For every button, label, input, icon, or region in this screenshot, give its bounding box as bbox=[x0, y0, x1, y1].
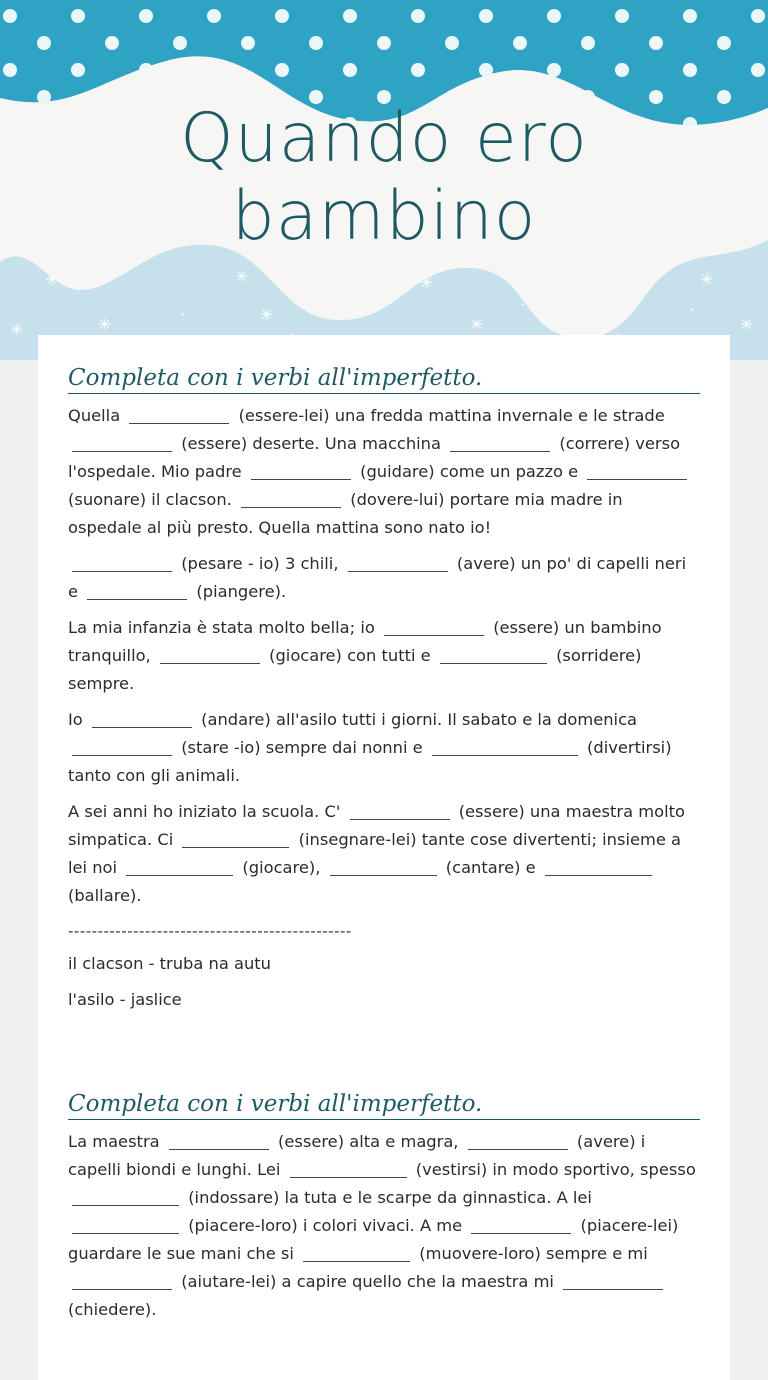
text: (avere) i capelli biondi e lunghi. Lei bbox=[68, 1132, 646, 1179]
text: (aiutare-lei) a capire quello che la maestra mi bbox=[181, 1272, 554, 1291]
svg-text:✳: ✳ bbox=[470, 315, 484, 334]
answer-blank[interactable] bbox=[129, 406, 229, 424]
svg-text:✳: ✳ bbox=[420, 273, 434, 292]
glossary-item-asilo: l'asilo - jaslice bbox=[68, 990, 182, 1009]
svg-text:✳: ✳ bbox=[700, 270, 714, 289]
text: (essere) una maestra molto simpatica. Ci bbox=[68, 802, 685, 849]
exercise-section-2 bbox=[68, 1088, 700, 1324]
answer-blank[interactable] bbox=[241, 490, 341, 508]
title-line-1: Quando ero bbox=[180, 99, 588, 178]
answer-blank[interactable] bbox=[432, 738, 578, 756]
text: (cantare) e bbox=[445, 858, 536, 877]
answer-blank[interactable] bbox=[563, 1272, 663, 1290]
text: Io bbox=[68, 710, 83, 729]
answer-blank[interactable] bbox=[87, 582, 187, 600]
text: (giocare), bbox=[242, 858, 321, 877]
text: (correre) verso bbox=[559, 434, 681, 453]
answer-blank[interactable] bbox=[182, 830, 289, 848]
answer-blank[interactable] bbox=[92, 710, 192, 728]
answer-blank[interactable] bbox=[450, 434, 550, 452]
text: (piacere-lei) guardare le sue mani che si bbox=[68, 1216, 679, 1263]
svg-text:·: · bbox=[690, 300, 696, 319]
answer-blank[interactable] bbox=[545, 858, 652, 876]
text: A sei anni ho iniziato la scuola. C' bbox=[68, 802, 341, 821]
text: (essere) un bambino tranquillo, bbox=[68, 618, 662, 665]
answer-blank[interactable] bbox=[350, 802, 450, 820]
text: (piangere). bbox=[196, 582, 287, 601]
svg-text:·: · bbox=[180, 305, 186, 324]
answer-blank[interactable] bbox=[468, 1132, 568, 1150]
text: La maestra bbox=[68, 1132, 160, 1151]
glossary-item-clacson: il clacson - truba na autu bbox=[68, 954, 271, 973]
svg-text:✳: ✳ bbox=[45, 270, 59, 289]
answer-blank[interactable] bbox=[169, 1132, 269, 1150]
paragraph-5 bbox=[68, 798, 700, 910]
text: (essere-lei) una fredda mattina invernale e le strade bbox=[238, 406, 665, 425]
text: (dovere-lui) portare mia madre in ospedale al più presto. Quella mattina sono nato io! bbox=[68, 490, 623, 537]
answer-blank[interactable] bbox=[303, 1244, 410, 1262]
answer-blank[interactable] bbox=[72, 554, 172, 572]
svg-text:✳: ✳ bbox=[740, 315, 754, 334]
svg-text:✳: ✳ bbox=[10, 320, 24, 339]
paragraph-2 bbox=[68, 550, 700, 606]
text: (avere) un po' di capelli neri e bbox=[68, 554, 687, 601]
answer-blank[interactable] bbox=[126, 858, 233, 876]
answer-blank[interactable] bbox=[471, 1216, 571, 1234]
text: (giocare) con tutti e bbox=[269, 646, 431, 665]
text: (suonare) il clacson. bbox=[68, 490, 232, 509]
text: (pesare - io) 3 chili, bbox=[181, 554, 339, 573]
section-title: Completa con i verbi all'imperfetto. bbox=[68, 362, 700, 394]
text: (essere) deserte. Una macchina bbox=[181, 434, 441, 453]
text: (indossare) la tuta e le scarpe da ginnastica. A lei bbox=[188, 1188, 592, 1207]
text: (andare) all'asilo tutti i giorni. Il sabato e la domenica bbox=[201, 710, 638, 729]
answer-blank[interactable] bbox=[348, 554, 448, 572]
text: (chiedere). bbox=[68, 1300, 157, 1319]
answer-blank[interactable] bbox=[72, 1188, 179, 1206]
answer-blank[interactable] bbox=[251, 462, 351, 480]
svg-text:✳: ✳ bbox=[260, 305, 274, 324]
title-line-2: bambino bbox=[231, 177, 537, 256]
text: (divertirsi) tanto con gli animali. bbox=[68, 738, 672, 785]
text: (insegnare-lei) tante cose divertenti; insieme a lei noi bbox=[68, 830, 682, 877]
text: l'ospedale. Mio padre bbox=[68, 462, 242, 481]
paragraph-1 bbox=[68, 1128, 700, 1324]
separator-line: ------------------------------------------------ bbox=[68, 922, 352, 940]
section-title: Completa con i verbi all'imperfetto. bbox=[68, 1088, 700, 1120]
answer-blank[interactable] bbox=[587, 462, 687, 480]
answer-blank[interactable] bbox=[160, 646, 260, 664]
paragraph-1 bbox=[68, 402, 700, 542]
svg-text:✳: ✳ bbox=[98, 315, 112, 334]
text: (vestirsi) in modo sportivo, spesso bbox=[415, 1160, 696, 1179]
answer-blank[interactable] bbox=[440, 646, 547, 664]
paragraph-4 bbox=[68, 706, 700, 790]
paragraph-3 bbox=[68, 614, 700, 698]
text: (essere) alta e magra, bbox=[278, 1132, 459, 1151]
answer-blank[interactable] bbox=[330, 858, 437, 876]
text: Quella bbox=[68, 406, 121, 425]
answer-blank[interactable] bbox=[72, 1272, 172, 1290]
header-banner bbox=[0, 0, 768, 360]
text: (guidare) come un pazzo e bbox=[360, 462, 579, 481]
answer-blank[interactable] bbox=[72, 1216, 179, 1234]
exercise-section-1 bbox=[68, 362, 700, 1014]
answer-blank[interactable] bbox=[72, 738, 172, 756]
text: (ballare). bbox=[68, 886, 142, 905]
svg-text:✳: ✳ bbox=[235, 267, 249, 286]
text: (stare -io) sempre dai nonni e bbox=[181, 738, 423, 757]
answer-blank[interactable] bbox=[384, 618, 484, 636]
answer-blank[interactable] bbox=[290, 1160, 407, 1178]
answer-blank[interactable] bbox=[72, 434, 172, 452]
page-title bbox=[0, 100, 768, 256]
text: La mia infanzia è stata molto bella; io bbox=[68, 618, 375, 637]
svg-text:·: · bbox=[520, 295, 526, 314]
text: (piacere-loro) i colori vivaci. A me bbox=[188, 1216, 463, 1235]
text: (muovere-loro) sempre e mi bbox=[419, 1244, 648, 1263]
text: (sorridere) sempre. bbox=[68, 646, 642, 693]
